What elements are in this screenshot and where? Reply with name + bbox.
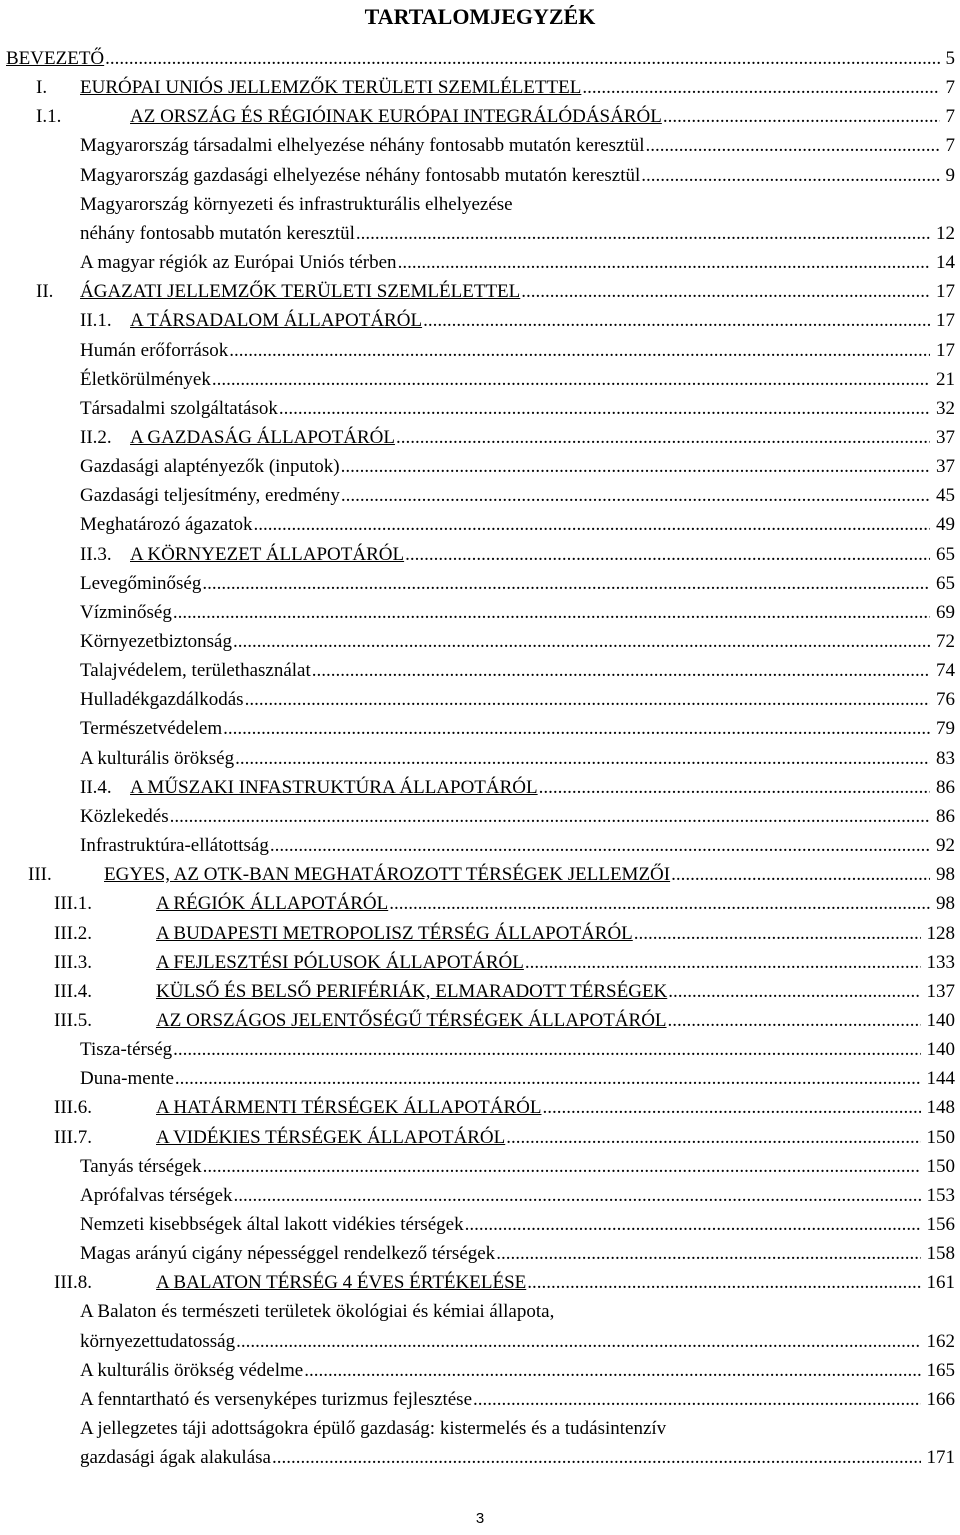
toc-dot-leader — [663, 102, 940, 131]
toc-entry-title[interactable]: A TÁRSADALOM ÁLLAPOTÁRÓL — [130, 310, 423, 332]
toc-dot-leader — [405, 540, 930, 569]
toc-entry-title[interactable]: Vízminőség — [80, 601, 172, 623]
toc-entry-title[interactable]: Hulladékgazdálkodás — [80, 689, 244, 711]
toc-entry-page: 86 — [934, 773, 955, 802]
toc-entry-number: I. — [36, 77, 48, 99]
toc-entry[interactable] — [0, 423, 960, 452]
toc-dot-leader — [389, 889, 930, 918]
toc-entry-number: III.8. — [54, 1272, 92, 1294]
toc-entry-title[interactable]: A RÉGIÓK ÁLLAPOTÁRÓL — [156, 893, 389, 915]
toc-dot-leader — [254, 510, 931, 539]
toc-entry-title[interactable]: Humán erőforrások — [80, 339, 229, 361]
toc-entry-page: 7 — [944, 131, 956, 160]
toc-entry[interactable] — [0, 744, 960, 773]
toc-entry-title[interactable]: Tanyás térségek — [80, 1155, 202, 1177]
toc-dot-leader — [646, 131, 940, 160]
toc-entry[interactable] — [0, 73, 960, 102]
toc-entry-page: 162 — [925, 1327, 956, 1356]
toc-entry-page: 79 — [934, 714, 955, 743]
toc-dot-leader — [203, 1152, 921, 1181]
toc-entry-title[interactable]: A BUDAPESTI METROPOLISZ TÉRSÉG ÁLLAPOTÁRÓL — [156, 922, 633, 944]
toc-entry-page: 74 — [934, 656, 955, 685]
toc-entry-page: 86 — [934, 802, 955, 831]
toc-entry[interactable] — [0, 948, 960, 977]
toc-entry-title[interactable]: Magas arányú cigány népességgel rendelkező térségek — [80, 1243, 496, 1265]
toc-entry-page: 14 — [934, 248, 955, 277]
toc-entry-number: III.6. — [54, 1097, 92, 1119]
toc-entry-page: 92 — [934, 831, 955, 860]
toc-entry-page: 37 — [934, 423, 955, 452]
toc-entry-page: 83 — [934, 744, 955, 773]
toc-entry-title[interactable]: A jellegzetes táji adottságokra épülő gazdaság: kistermelés és a tudásintenzív — [80, 1418, 667, 1440]
toc-entry[interactable] — [0, 1443, 960, 1472]
toc-entry-title[interactable]: Magyarország környezeti és infrastrukturális elhelyezése — [80, 193, 513, 215]
toc-dot-leader — [175, 1064, 921, 1093]
toc-entry-title[interactable]: A kulturális örökség védelme — [80, 1359, 304, 1381]
toc-entry-title[interactable]: Gazdasági alaptényezők (inputok) — [80, 456, 340, 478]
toc-entry-title[interactable]: Társadalmi szolgáltatások — [80, 397, 278, 419]
toc-entry-page: 140 — [925, 1035, 956, 1064]
toc-dot-leader — [465, 1210, 921, 1239]
toc-dot-leader — [542, 1093, 920, 1122]
toc-entry[interactable] — [0, 1152, 960, 1181]
toc-dot-leader — [668, 977, 920, 1006]
toc-entry-title[interactable]: AZ ORSZÁG ÉS RÉGIÓINAK EURÓPAI INTEGRÁLÓDÁSÁRÓL — [130, 106, 662, 128]
toc-entry[interactable] — [0, 802, 960, 831]
toc-dot-leader — [423, 306, 930, 335]
toc-dot-leader — [506, 1123, 920, 1152]
toc-entry[interactable] — [0, 1210, 960, 1239]
toc-entry-title[interactable]: A FEJLESZTÉSI PÓLUSOK ÁLLAPOTÁRÓL — [156, 951, 524, 973]
toc-entry-title[interactable]: A fenntartható és versenyképes turizmus fejlesztése — [80, 1388, 472, 1410]
toc-entry[interactable] — [0, 860, 960, 889]
toc-dot-leader — [473, 1385, 921, 1414]
toc-dot-leader — [539, 773, 930, 802]
toc-entry-page: 156 — [925, 1210, 956, 1239]
toc-entry-page: 17 — [934, 277, 955, 306]
toc-entry[interactable] — [0, 656, 960, 685]
toc-entry[interactable] — [0, 1239, 960, 1268]
toc-entry-page: 161 — [925, 1268, 956, 1297]
toc-entry[interactable] — [0, 598, 960, 627]
toc-entry[interactable] — [0, 540, 960, 569]
toc-entry-page: 7 — [944, 73, 956, 102]
toc-entry-title[interactable]: Tisza-térség — [80, 1039, 173, 1061]
toc-dot-leader — [668, 1006, 921, 1035]
toc-dot-leader — [356, 219, 930, 248]
toc-entry[interactable] — [0, 627, 960, 656]
toc-entry[interactable] — [0, 1064, 960, 1093]
toc-entry-title[interactable]: Környezetbiztonság — [80, 631, 232, 652]
toc-dot-leader — [527, 1268, 920, 1297]
toc-entry[interactable] — [0, 1356, 960, 1385]
toc-entry-title[interactable]: Természetvédelem — [80, 718, 223, 740]
toc-entry[interactable] — [0, 1006, 960, 1035]
toc-entry-page: 133 — [925, 948, 956, 977]
toc-entry-page: 5 — [944, 44, 956, 73]
toc-entry-number: I.1. — [36, 106, 62, 128]
toc-entry-page: 98 — [934, 889, 955, 918]
toc-dot-leader — [173, 598, 930, 627]
toc-entry[interactable] — [0, 190, 960, 219]
toc-entry[interactable] — [0, 569, 960, 598]
toc-entry-page: 150 — [925, 1123, 956, 1152]
toc-dot-leader — [202, 569, 930, 598]
toc-entry[interactable] — [0, 1327, 960, 1356]
toc-entry-title[interactable]: Gazdasági teljesítmény, eredmény — [80, 485, 340, 507]
toc-entry[interactable] — [0, 248, 960, 277]
toc-entry-title[interactable]: néhány fontosabb mutatón keresztül — [80, 222, 355, 244]
toc-entry-title[interactable]: ÁGAZATI JELLEMZŐK TERÜLETI SZEMLÉLETTEL — [80, 281, 521, 303]
toc-dot-leader — [525, 948, 921, 977]
toc-entry-title[interactable]: Magyarország gazdasági elhelyezése néhány fontosabb mutatón keresztül — [80, 164, 641, 186]
toc-entry-page: 9 — [944, 161, 956, 190]
toc-entry-title[interactable]: A HATÁRMENTI TÉRSÉGEK ÁLLAPOTÁRÓL — [156, 1097, 542, 1119]
toc-entry-page: 171 — [925, 1443, 956, 1472]
toc-entry[interactable] — [0, 394, 960, 423]
toc-dot-leader — [235, 744, 930, 773]
toc-entry[interactable] — [0, 714, 960, 743]
toc-entry-page: 17 — [934, 336, 955, 365]
toc-entry-page: 65 — [934, 540, 955, 569]
toc-entry-title[interactable]: Meghatározó ágazatok — [80, 514, 253, 536]
toc-entry[interactable] — [0, 306, 960, 335]
toc-entry-title[interactable]: A GAZDASÁG ÁLLAPOTÁRÓL — [130, 426, 395, 448]
toc-entry[interactable] — [0, 1414, 960, 1443]
toc-entry-title[interactable]: AZ ORSZÁGOS JELENTŐSÉGŰ TÉRSÉGEK ÁLLAPOTÁRÓL — [156, 1009, 667, 1031]
toc-dot-leader — [236, 1327, 920, 1356]
toc-entry-title[interactable]: Talajvédelem, területhasználat — [80, 660, 311, 682]
toc-entry-page: 7 — [944, 102, 956, 131]
toc-dot-leader — [634, 919, 921, 948]
toc-entry-page: 65 — [934, 569, 955, 598]
toc-entry[interactable] — [0, 365, 960, 394]
toc-entry-title[interactable]: EURÓPAI UNIÓS JELLEMZŐK TERÜLETI SZEMLÉLETTEL — [80, 77, 582, 99]
toc-dot-leader — [671, 860, 930, 889]
toc-entry[interactable] — [0, 510, 960, 539]
toc-entry-page: 166 — [925, 1385, 956, 1414]
toc-entry[interactable] — [0, 919, 960, 948]
toc-dot-leader — [496, 1239, 920, 1268]
toc-dot-leader — [233, 1181, 920, 1210]
toc-entry[interactable] — [0, 685, 960, 714]
toc-entry-page: 21 — [934, 365, 955, 394]
toc-entry[interactable] — [0, 977, 960, 1006]
toc-entry-page: 49 — [934, 510, 955, 539]
toc-entry-page: 32 — [934, 394, 955, 423]
toc-entry[interactable] — [0, 102, 960, 131]
toc-dot-leader — [270, 831, 930, 860]
toc-dot-leader — [212, 365, 930, 394]
toc-entry-title[interactable]: A MŰSZAKI INFASTRUKTÚRA ÁLLAPOTÁRÓL — [130, 776, 538, 798]
toc-entry-page: 165 — [925, 1356, 956, 1385]
toc-entry-number: II.3. — [80, 543, 112, 565]
toc-entry-page: 69 — [934, 598, 955, 627]
toc-entry[interactable] — [0, 1093, 960, 1122]
toc-entry-page: 98 — [934, 860, 955, 889]
toc-entry[interactable] — [0, 889, 960, 918]
toc-entry-number: II.1. — [80, 310, 112, 332]
toc-entry-page: 45 — [934, 481, 955, 510]
toc-entry[interactable] — [0, 161, 960, 190]
toc-entry-number: III.2. — [54, 922, 92, 944]
toc-dot-leader — [272, 1443, 921, 1472]
toc-entry-number: II.2. — [80, 426, 112, 448]
toc-dot-leader — [245, 685, 930, 714]
toc-entry-number: III. — [28, 864, 52, 886]
toc-entry-page: 17 — [934, 306, 955, 335]
toc-dot-leader — [398, 248, 930, 277]
toc-dot-leader — [304, 1356, 920, 1385]
toc-dot-leader — [641, 161, 939, 190]
toc-entry-title[interactable]: Infrastruktúra-ellátottság — [80, 835, 269, 857]
toc-entry[interactable] — [0, 277, 960, 306]
toc-entry-page: 148 — [925, 1093, 956, 1122]
toc-entry-page: 153 — [925, 1181, 956, 1210]
toc-entry[interactable] — [0, 481, 960, 510]
toc-dot-leader — [582, 73, 939, 102]
toc-entry[interactable] — [0, 336, 960, 365]
toc-dot-leader — [396, 423, 930, 452]
toc-entry-title[interactable]: A magyar régiók az Európai Uniós térben — [80, 252, 397, 274]
toc-entry[interactable] — [0, 44, 960, 73]
toc-entry-title[interactable]: BEVEZETŐ — [6, 48, 105, 69]
toc-entry-title[interactable]: EGYES, AZ OTK-BAN MEGHATÁROZOTT TÉRSÉGEK JELLEMZŐI — [104, 864, 671, 886]
toc-entry[interactable] — [0, 1268, 960, 1297]
toc-entry-title[interactable]: A Balaton és természeti területek ökológiai és kémiai állapota, — [80, 1301, 555, 1323]
toc-entry-title[interactable]: A VIDÉKIES TÉRSÉGEK ÁLLAPOTÁRÓL — [156, 1126, 506, 1148]
toc-entry-number: II. — [36, 281, 54, 303]
toc-entry-page: 12 — [934, 219, 955, 248]
toc-entry-page: 150 — [925, 1152, 956, 1181]
toc-entry-number: III.3. — [54, 951, 92, 973]
toc-entry[interactable] — [0, 1123, 960, 1152]
toc-entry-number: III.5. — [54, 1009, 92, 1031]
toc-entry-page: 76 — [934, 685, 955, 714]
toc-dot-leader — [312, 656, 930, 685]
toc-entry[interactable] — [0, 773, 960, 802]
toc-dot-leader — [223, 714, 930, 743]
toc-entry-title[interactable]: környezettudatosság — [80, 1330, 236, 1352]
toc-entry[interactable] — [0, 831, 960, 860]
toc-entry-title[interactable]: Közlekedés — [80, 805, 169, 827]
toc-entry-title[interactable]: gazdasági ágak alakulása — [80, 1447, 271, 1469]
toc-title: TARTALOMJEGYZÉK — [364, 4, 596, 29]
toc-entry[interactable] — [0, 1181, 960, 1210]
toc-entry-title[interactable]: KÜLSŐ ÉS BELSŐ PERIFÉRIÁK, ELMARADOTT TÉRSÉGEK — [156, 980, 668, 1002]
toc-entry-number: III.7. — [54, 1126, 92, 1148]
toc-dot-leader — [521, 277, 930, 306]
toc-entry-title[interactable]: Aprófalvas térségek — [80, 1184, 233, 1206]
toc-entry-title[interactable]: Duna-mente — [80, 1068, 174, 1090]
toc-entry-page: 72 — [934, 627, 955, 656]
toc-entry-title[interactable]: Magyarország társadalmi elhelyezése néhány fontosabb mutatón keresztül — [80, 135, 645, 157]
toc-dot-leader — [229, 336, 930, 365]
toc-entry-title[interactable]: A kulturális örökség — [80, 747, 235, 769]
toc-entry-title[interactable]: A KÖRNYEZET ÁLLAPOTÁRÓL — [130, 543, 405, 565]
toc-entry-title[interactable]: A BALATON TÉRSÉG 4 ÉVES ÉRTÉKELÉSE — [156, 1272, 527, 1294]
toc-entry-page: 140 — [925, 1006, 956, 1035]
toc-dot-leader — [105, 44, 939, 73]
toc-dot-leader — [279, 394, 930, 423]
toc-entry-page: 37 — [934, 452, 955, 481]
toc-entry-number: III.4. — [54, 980, 92, 1002]
toc-entry-number: II.4. — [80, 776, 112, 798]
toc-entry-page: 158 — [925, 1239, 956, 1268]
toc-entry-title[interactable]: Levegőminőség — [80, 572, 202, 594]
toc-entry-title[interactable]: Nemzeti kisebbségek által lakott vidékies térségek — [80, 1214, 464, 1235]
toc-entry[interactable] — [0, 452, 960, 481]
toc-entry[interactable] — [0, 1297, 960, 1326]
toc-entry-page: 137 — [925, 977, 956, 1006]
page-number: 3 — [475, 1510, 485, 1527]
toc-entry-page: 144 — [925, 1064, 956, 1093]
toc-dot-leader — [341, 452, 930, 481]
toc-entry-page: 128 — [925, 919, 956, 948]
toc-entry[interactable] — [0, 131, 960, 160]
toc-entry[interactable] — [0, 219, 960, 248]
toc-entry[interactable] — [0, 1385, 960, 1414]
toc-dot-leader — [170, 802, 930, 831]
toc-entry-title[interactable]: Életkörülmények — [80, 368, 211, 390]
toc-entry[interactable] — [0, 1035, 960, 1064]
toc-dot-leader — [233, 627, 930, 656]
toc-dot-leader — [341, 481, 930, 510]
toc-dot-leader — [173, 1035, 920, 1064]
toc-entry-number: III.1. — [54, 893, 92, 915]
